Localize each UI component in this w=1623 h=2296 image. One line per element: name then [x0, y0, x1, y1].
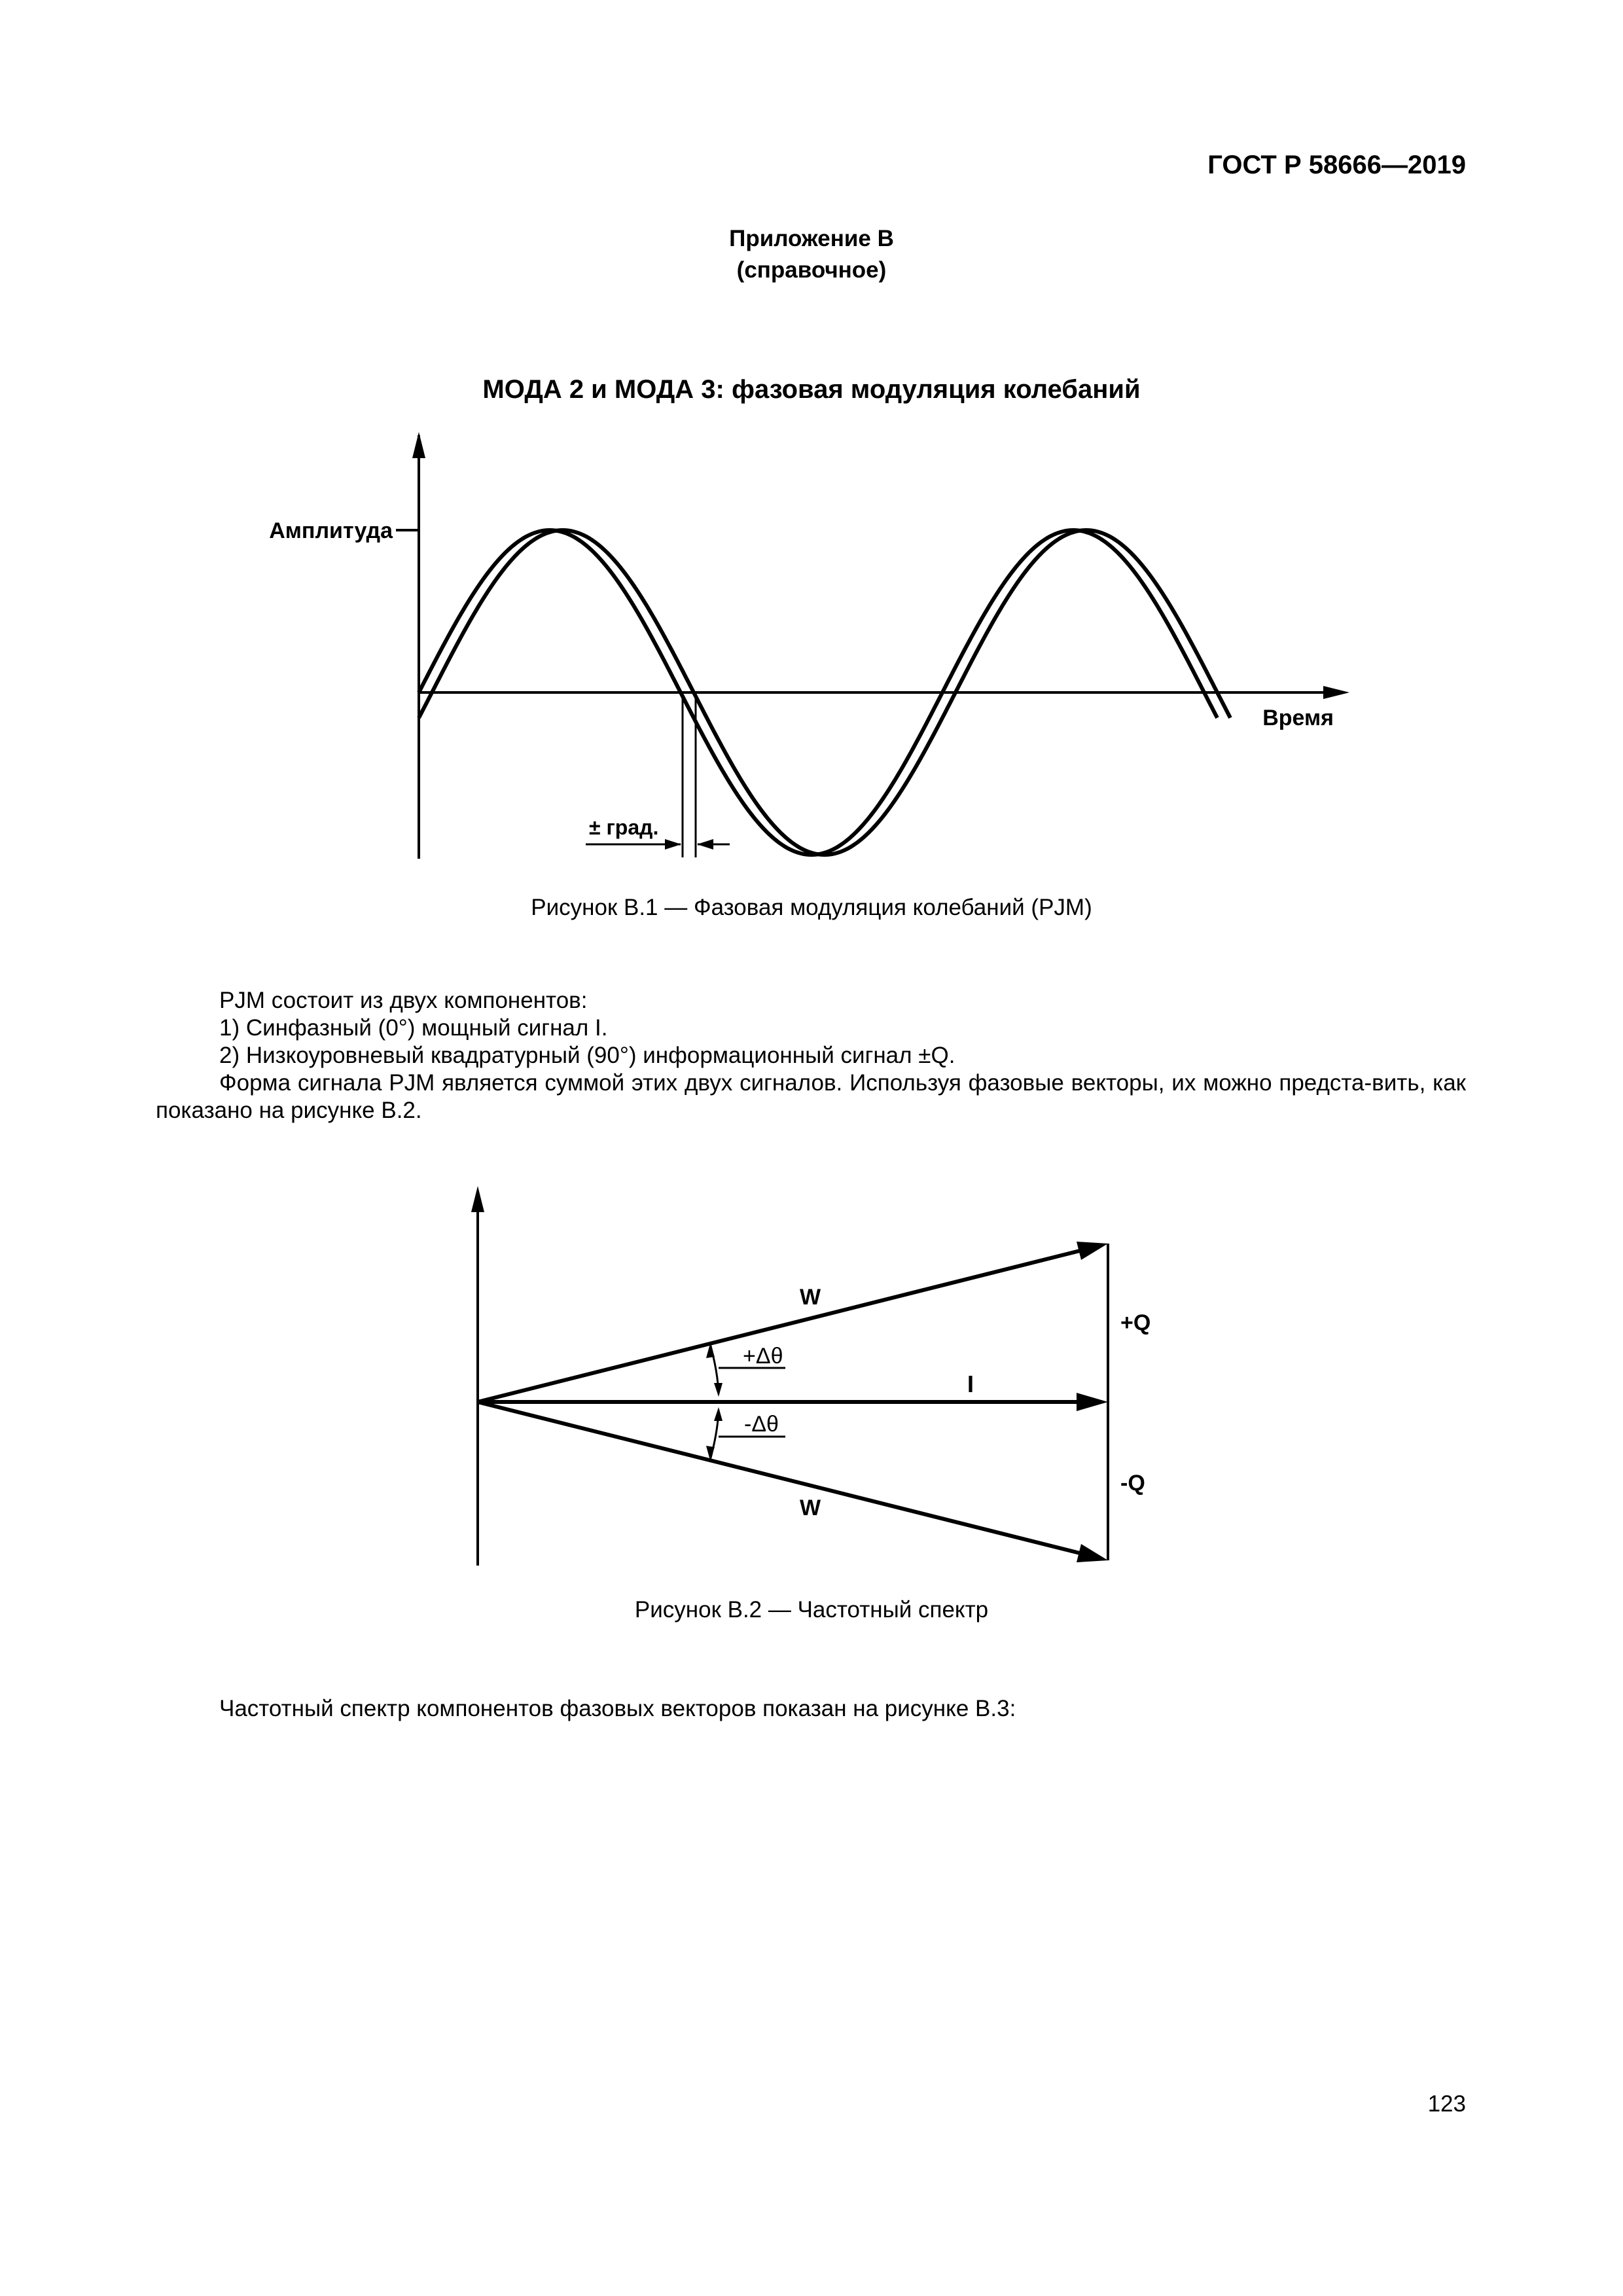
w-top-label: W — [800, 1285, 821, 1310]
w-vector-top — [478, 1251, 1080, 1402]
list-item-2: 2) Низкоуровневый квадратурный (90°) информационный сигнал ±Q. — [219, 1043, 955, 1068]
phase-arrowhead-left — [665, 839, 681, 850]
section-title: МОДА 2 и МОДА 3: фазовая модуляция колебаний — [482, 375, 1141, 404]
i-vector-arrowhead — [1077, 1393, 1108, 1411]
minus-q-label: -Q — [1120, 1471, 1145, 1496]
paragraph-intro: PJM состоит из двух компонентов: — [219, 988, 588, 1013]
time-label: Время — [1262, 706, 1334, 730]
x-axis-arrow — [1323, 686, 1349, 699]
appendix-subtitle: (справочное) — [736, 257, 887, 283]
y-axis-arrow — [412, 432, 425, 458]
phase-arrowhead-right — [697, 839, 713, 850]
figure-phase-modulation — [0, 419, 1623, 864]
figure-phasor-diagram — [0, 1165, 1623, 1584]
angle-arc-bottom-arrow-up — [714, 1407, 722, 1421]
phasor-y-axis-arrow — [471, 1186, 484, 1212]
figure2-caption: Рисунок В.2 — Частотный спектр — [634, 1597, 989, 1623]
page-number: 123 — [1427, 2091, 1466, 2117]
phase-label: ± град. — [589, 816, 659, 839]
w-vector-top-arrowhead — [1077, 1242, 1108, 1260]
plus-q-label: +Q — [1120, 1310, 1151, 1335]
list-item-1: 1) Синфазный (0°) мощный сигнал I. — [219, 1015, 608, 1041]
document-code: ГОСТ Р 58666—2019 — [1207, 151, 1466, 179]
figure1-caption: Рисунок В.1 — Фазовая модуляция колебаний (PJM) — [531, 895, 1092, 920]
w-bottom-label: W — [800, 1496, 821, 1520]
plus-dtheta-label: +Δθ — [743, 1344, 783, 1369]
appendix-title: Приложение В — [729, 226, 894, 251]
w-vector-bottom-arrowhead — [1077, 1544, 1108, 1562]
i-label: I — [967, 1371, 974, 1397]
minus-dtheta-label: -Δθ — [744, 1412, 779, 1437]
w-vector-bottom — [478, 1402, 1080, 1553]
paragraph-spectrum: Частотный спектр компонентов фазовых векторов показан на рисунке В.3: — [219, 1696, 1016, 1721]
angle-arc-top-arrow-down — [714, 1383, 722, 1397]
amplitude-label: Амплитуда — [269, 518, 393, 543]
paragraph-phasor: Форма сигнала PJM является суммой этих двух сигналов. Используя фазовые векторы, их можно предста-вить, как показано на рисунке В.2. — [156, 1070, 1466, 1123]
